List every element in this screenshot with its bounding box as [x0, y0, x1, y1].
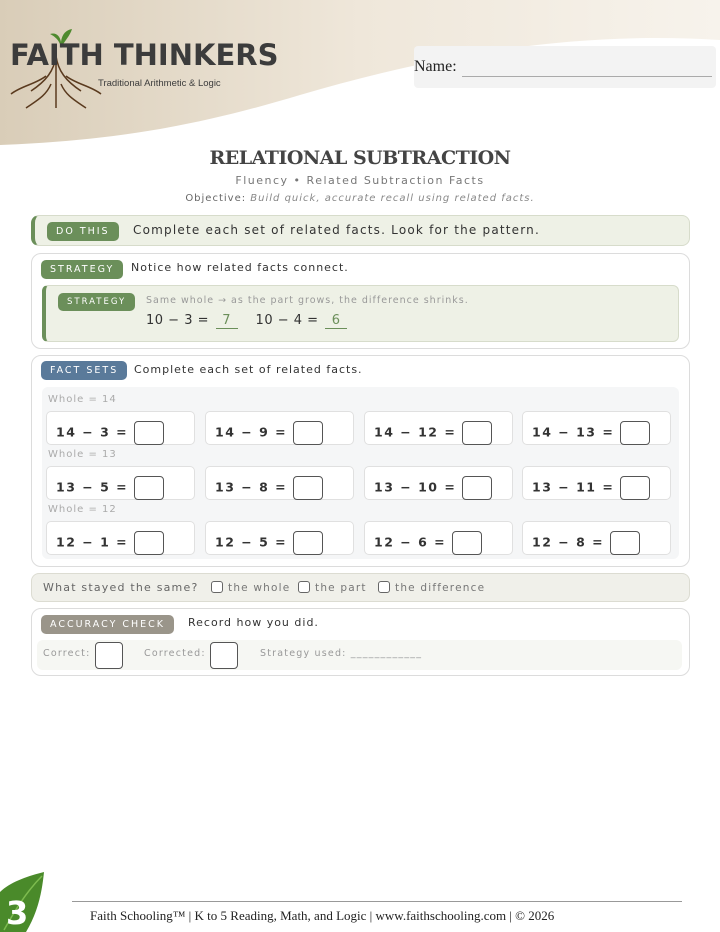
answer-box[interactable]	[134, 421, 164, 445]
fact-equation: 12 − 6 =	[374, 534, 447, 550]
grade-leaf-icon	[0, 872, 48, 932]
fact-item	[522, 466, 671, 500]
checkbox[interactable]	[211, 581, 223, 593]
correct-box[interactable]	[95, 642, 123, 669]
fact-equation: 14 − 9 =	[215, 424, 288, 440]
fact-item	[364, 466, 513, 500]
fact-item	[46, 411, 195, 445]
fact-equation: 14 − 12 =	[374, 424, 457, 440]
option-the-whole[interactable]	[211, 581, 290, 594]
whole-label: Whole = 13	[48, 449, 117, 460]
page-subtitle: Fluency • Related Subtraction Facts	[235, 174, 485, 187]
objective	[0, 193, 720, 204]
answer-box[interactable]	[620, 476, 650, 500]
example-answer-2: 6	[325, 313, 347, 329]
option-label: the whole	[228, 582, 291, 594]
answer-box[interactable]	[293, 421, 323, 445]
page-title: RELATIONAL SUBTRACTION	[209, 147, 511, 169]
checkbox[interactable]	[298, 581, 310, 593]
strategy-tag: STRATEGY	[41, 260, 123, 279]
fact-item	[205, 411, 354, 445]
do-this-text: Complete each set of related facts. Look for the pattern.	[133, 223, 541, 237]
fact-sets-grid	[42, 387, 679, 559]
example-equation-2: 10 − 4 =	[255, 313, 319, 328]
example-answer-1: 7	[216, 313, 238, 329]
strategy-section	[31, 253, 690, 349]
accuracy-check-tag: ACCURACY CHECK	[41, 615, 174, 634]
fact-equation: 12 − 1 =	[56, 534, 129, 550]
footer-divider	[72, 901, 682, 902]
accuracy-check-text: Record how you did.	[188, 616, 319, 629]
corrected-label: Corrected:	[144, 648, 206, 659]
strategy-example	[146, 313, 351, 329]
objective-text: Build quick, accurate recall using related facts.	[250, 193, 535, 204]
what-stayed-question: What stayed the same?	[43, 581, 199, 594]
answer-box[interactable]	[134, 531, 164, 555]
strategy-note: Same whole → as the part grows, the difference shrinks.	[146, 295, 469, 306]
faith-thinkers-logo	[6, 28, 279, 114]
objective-label: Objective:	[185, 193, 247, 204]
answer-box[interactable]	[620, 421, 650, 445]
answer-box[interactable]	[462, 476, 492, 500]
fact-equation: 14 − 13 =	[532, 424, 615, 440]
whole-label: Whole = 14	[48, 394, 117, 405]
option-label: the difference	[395, 582, 486, 594]
fact-item	[205, 466, 354, 500]
fact-equation: 12 − 5 =	[215, 534, 288, 550]
do-this-bar	[31, 215, 690, 246]
fact-sets-tag: FACT SETS	[41, 361, 127, 380]
fact-equation: 13 − 11 =	[532, 479, 615, 495]
strategy-example-box	[42, 285, 679, 342]
corrected-box[interactable]	[210, 642, 238, 669]
option-the-difference[interactable]	[378, 581, 485, 594]
footer-text: Faith Schooling™ | K to 5 Reading, Math, and Logic | www.faithschooling.com | © 2026	[90, 908, 555, 923]
answer-box[interactable]	[610, 531, 640, 555]
correct-label: Correct:	[43, 648, 91, 659]
option-label: the part	[315, 582, 367, 594]
fact-item	[364, 411, 513, 445]
logo-subtitle: Traditional Arithmetic & Logic	[98, 78, 221, 89]
accuracy-check-section	[31, 608, 690, 676]
whole-label: Whole = 12	[48, 504, 117, 515]
fact-equation: 13 − 10 =	[374, 479, 457, 495]
fact-item	[46, 521, 195, 555]
fact-sets-text: Complete each set of related facts.	[134, 363, 363, 376]
what-stayed-bar	[31, 573, 690, 602]
answer-box[interactable]	[134, 476, 164, 500]
logo-title: FAITH THINKERS	[10, 38, 279, 72]
checkbox[interactable]	[378, 581, 390, 593]
strategy-inner-tag: STRATEGY	[58, 293, 135, 311]
name-field-container	[414, 46, 716, 88]
answer-box[interactable]	[452, 531, 482, 555]
name-input-line[interactable]	[462, 76, 712, 77]
fact-equation: 12 − 8 =	[532, 534, 605, 550]
answer-box[interactable]	[462, 421, 492, 445]
fact-sets-section	[31, 355, 690, 567]
strategy-text: Notice how related facts connect.	[131, 261, 349, 274]
example-equation-1: 10 − 3 =	[146, 313, 209, 328]
option-the-part[interactable]	[298, 581, 367, 594]
fact-equation: 13 − 5 =	[56, 479, 129, 495]
do-this-tag: DO THIS	[47, 222, 119, 241]
answer-box[interactable]	[293, 531, 323, 555]
fact-item	[46, 466, 195, 500]
fact-equation: 14 − 3 =	[56, 424, 129, 440]
fact-item	[522, 411, 671, 445]
fact-equation: 13 − 8 =	[215, 479, 288, 495]
grade-number: 3	[6, 894, 29, 932]
fact-item	[522, 521, 671, 555]
answer-box[interactable]	[293, 476, 323, 500]
accuracy-record-row	[37, 640, 682, 670]
fact-item	[205, 521, 354, 555]
strategy-used-label: Strategy used: ____________	[260, 648, 423, 659]
name-label: Name:	[414, 58, 457, 75]
fact-item	[364, 521, 513, 555]
